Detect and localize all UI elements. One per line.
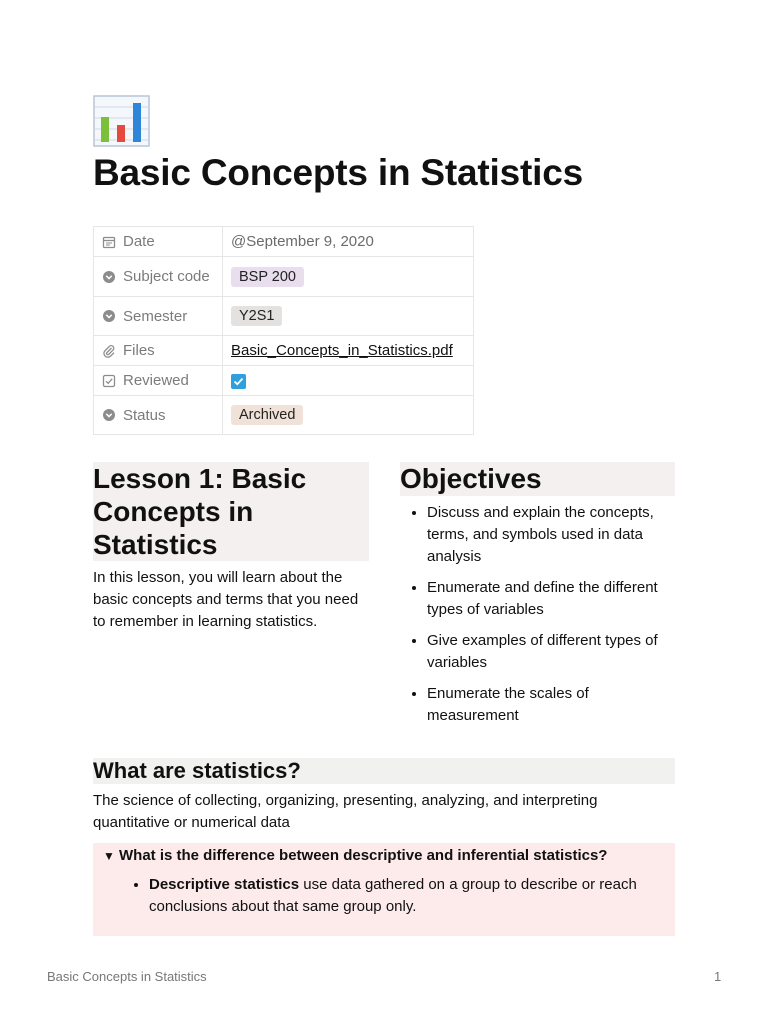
- date-value[interactable]: @September 9, 2020: [231, 233, 374, 250]
- toggle-block: [93, 843, 675, 936]
- property-label-status: Status: [123, 406, 166, 424]
- term-description: use data gathered on a group to describe or reach conclusions about that same group only.: [149, 876, 637, 915]
- list-item: • Discuss and explain the concepts, terms, and symbols used in data analysis: [427, 502, 675, 568]
- property-row-reviewed: [94, 366, 474, 396]
- objectives-list: [400, 502, 675, 727]
- semester-tag[interactable]: Y2S1: [231, 306, 282, 326]
- lesson-column: [93, 462, 369, 633]
- objectives-column: [400, 462, 675, 736]
- list-item: [149, 874, 689, 918]
- list-item: • Enumerate and define the different types of variables: [427, 577, 675, 621]
- select-icon: [102, 408, 116, 422]
- lesson-intro: In this lesson, you will learn about the basic concepts and terms that you need to remember in learning statistics.: [93, 569, 359, 630]
- property-label-semester: Semester: [123, 307, 188, 325]
- property-label-files: Files: [123, 342, 155, 359]
- property-row-date: [94, 227, 474, 257]
- subject-code-tag[interactable]: BSP 200: [231, 267, 304, 287]
- checkbox-icon: [102, 374, 116, 388]
- paperclip-icon: [102, 344, 116, 358]
- term-descriptive: Descriptive statistics: [149, 876, 300, 893]
- toggle-content: [121, 874, 689, 918]
- property-label-subject-code: Subject code: [123, 268, 210, 285]
- calendar-icon: [102, 235, 116, 249]
- status-tag[interactable]: Archived: [231, 405, 303, 425]
- properties-table: [93, 226, 474, 435]
- select-icon: [102, 270, 116, 284]
- property-row-status: [94, 396, 474, 435]
- file-link[interactable]: Basic_Concepts_in_Statistics.pdf: [231, 342, 453, 359]
- bar-chart-icon: [93, 95, 151, 147]
- statistics-definition: The science of collecting, organizing, presenting, analyzing, and interpreting quantitative or numerical data: [93, 792, 598, 831]
- list-item: • Give examples of different types of variables: [427, 630, 675, 674]
- reviewed-checkbox[interactable]: [231, 374, 246, 389]
- objectives-heading: Objectives: [400, 462, 675, 496]
- select-icon: [102, 309, 116, 323]
- toggle-question: What is the difference between descriptive and inferential statistics?: [119, 847, 608, 864]
- list-item: • Enumerate the scales of measurement: [427, 683, 675, 727]
- check-icon: [232, 375, 245, 388]
- lesson-heading: Lesson 1: Basic Concepts in Statistics: [93, 462, 369, 561]
- property-label-reviewed: Reviewed: [123, 372, 189, 389]
- statistics-heading: What are statistics?: [93, 758, 675, 784]
- property-label-date: Date: [123, 233, 155, 250]
- property-row-subject-code: [94, 257, 474, 297]
- property-row-files: [94, 336, 474, 366]
- triangle-down-icon[interactable]: ▼: [103, 849, 115, 863]
- page-title: Basic Concepts in Statistics: [93, 152, 583, 193]
- property-row-semester: [94, 297, 474, 336]
- footer-title: Basic Concepts in Statistics: [47, 969, 207, 984]
- toggle-header[interactable]: [103, 846, 607, 866]
- page-number: 1: [714, 969, 722, 984]
